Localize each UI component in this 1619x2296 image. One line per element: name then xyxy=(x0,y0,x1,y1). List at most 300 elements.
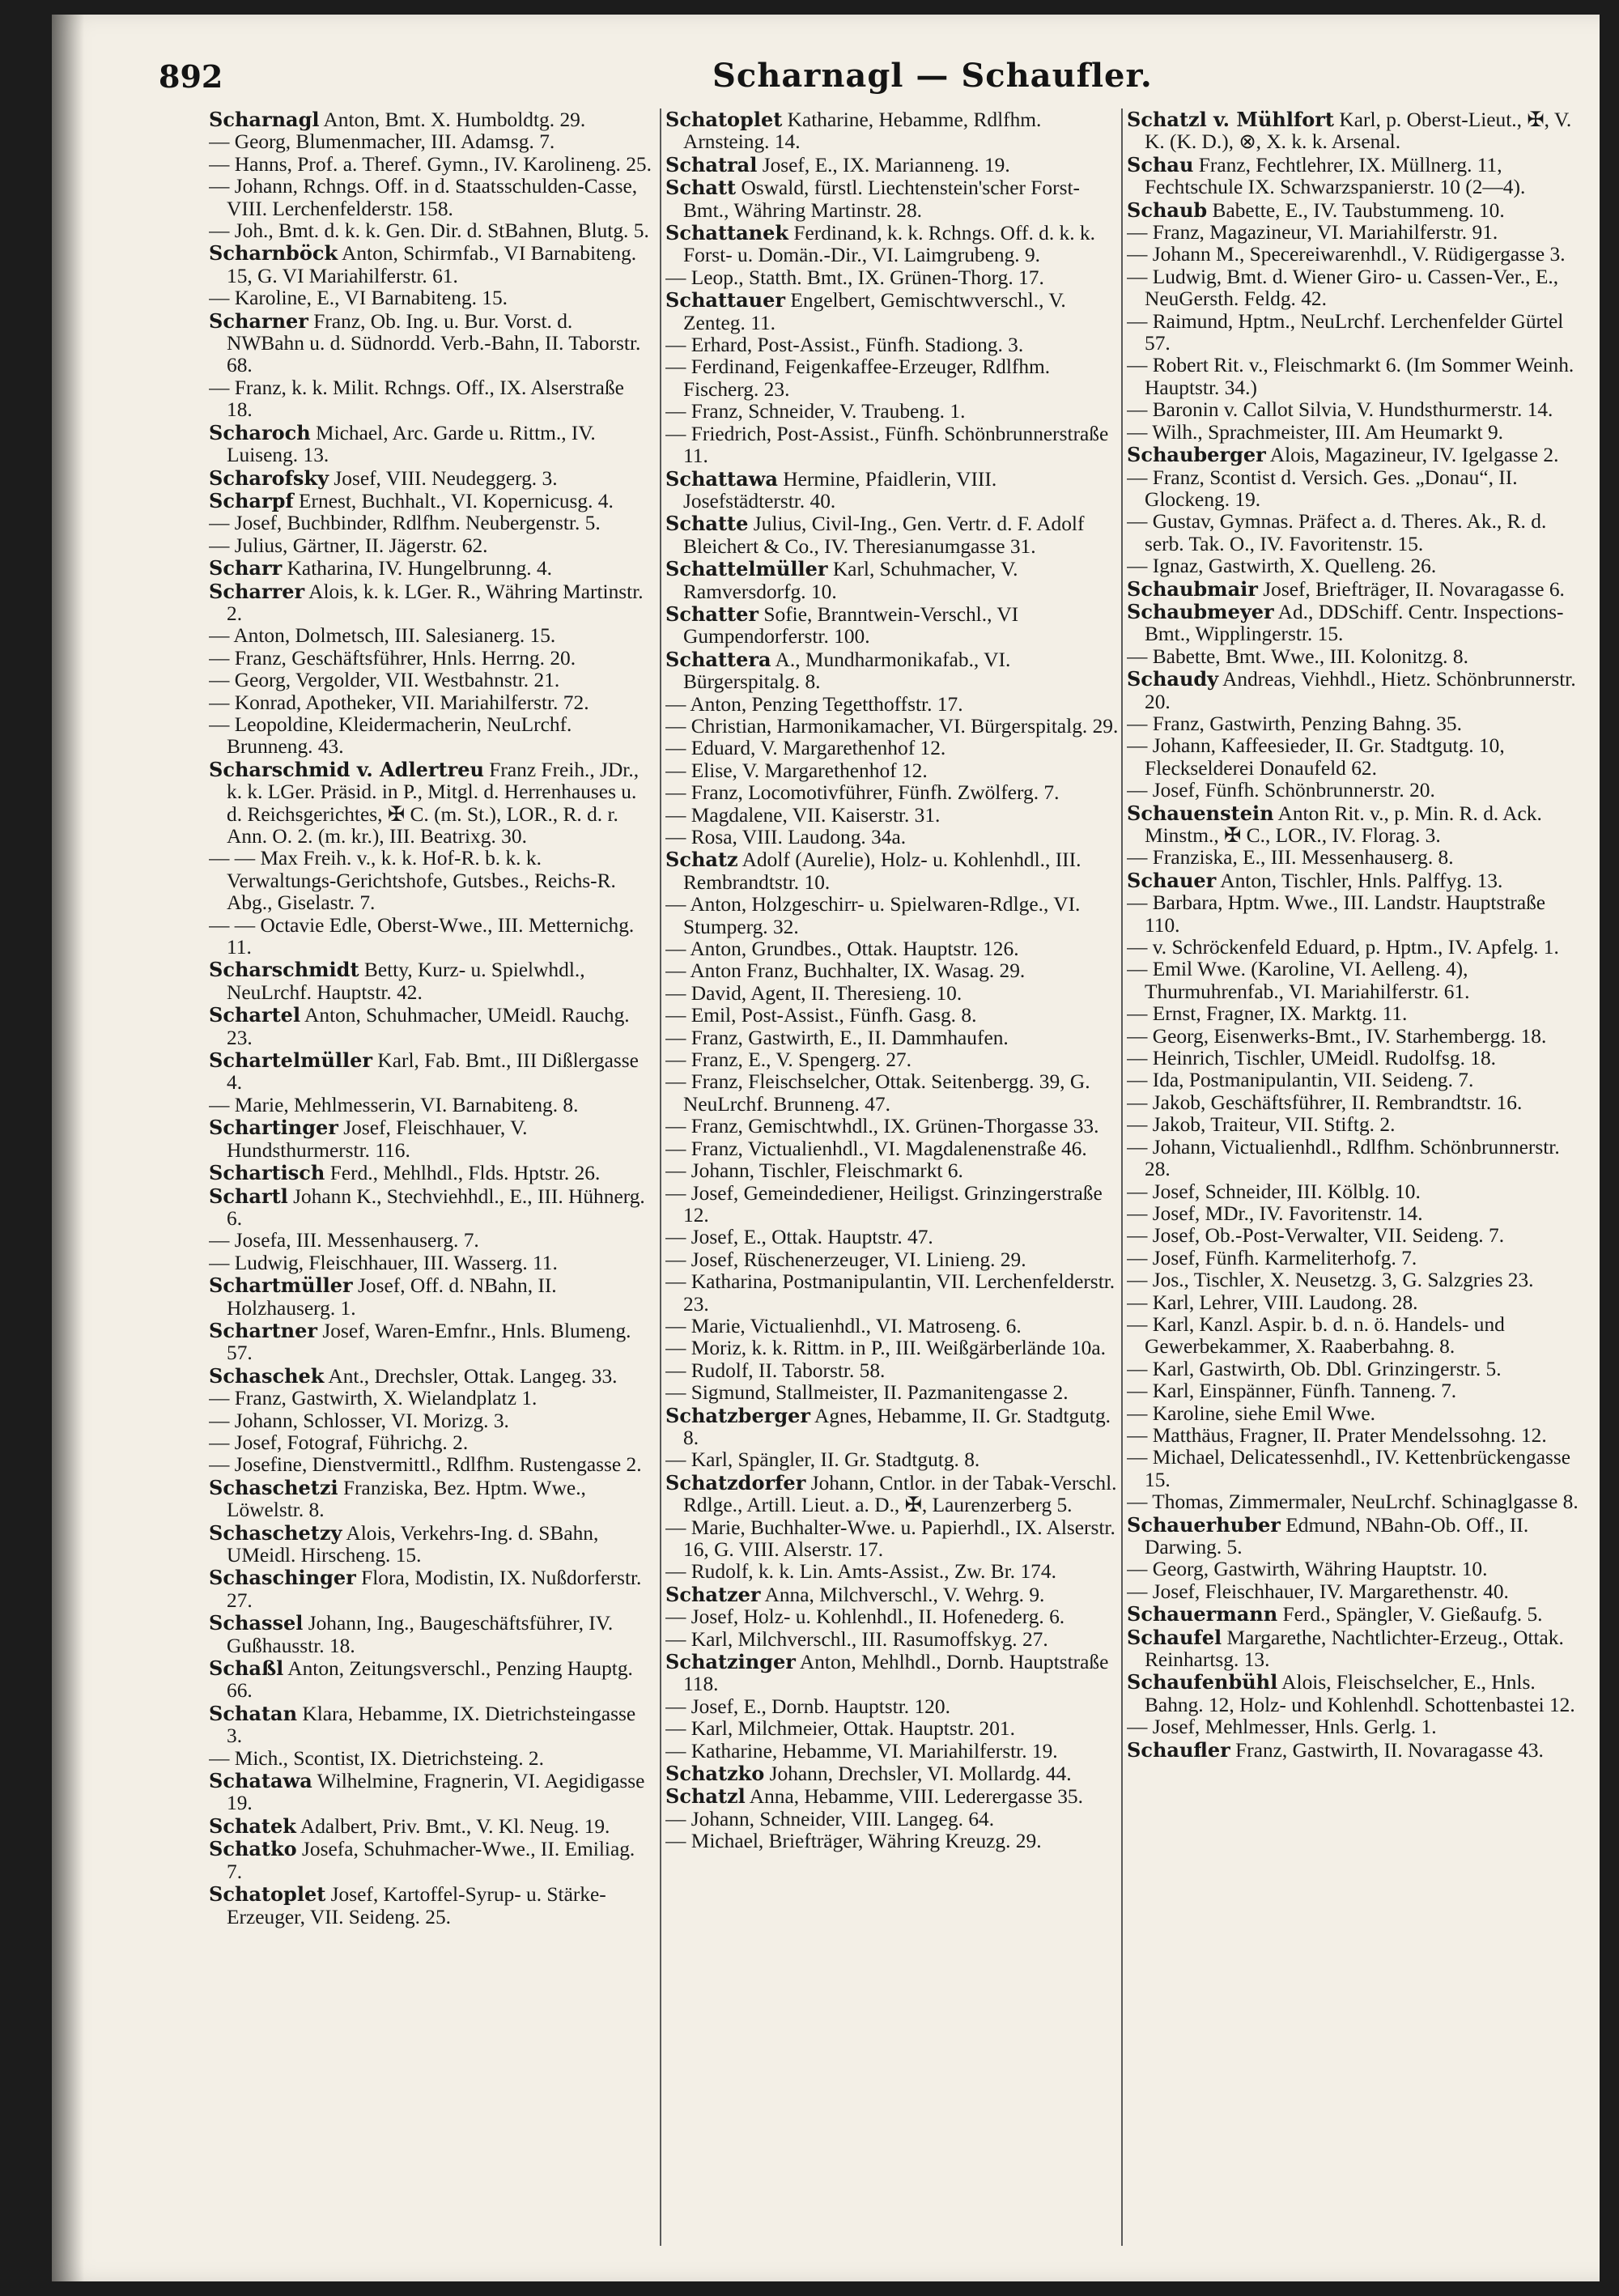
entry-text: — Leop., Statth. Bmt., IX. Grünen-Thorg. 17. xyxy=(665,266,1044,289)
directory-entry xyxy=(665,558,1119,603)
directory-entry xyxy=(1127,1491,1585,1513)
directory-entry xyxy=(665,468,1119,513)
entry-surname: Schattera xyxy=(665,647,771,671)
entry-text: Johann, Cntlor. in der Tabak-Verschl. Rdlge., Artill. Lieut. a. D., ✠, Laurenzerberg 5. xyxy=(683,1471,1117,1517)
entry-surname: Schaschinger xyxy=(209,1566,356,1590)
entry-surname: Schartner xyxy=(209,1318,318,1342)
entry-text: Edmund, NBahn-Ob. Off., II. Darwing. 5. xyxy=(1145,1513,1529,1558)
entry-text: — Michael, Delicatessenhdl., IV. Kettenbrückengasse 15. xyxy=(1127,1446,1571,1491)
directory-entry xyxy=(209,759,654,848)
entry-surname: Schartl xyxy=(209,1184,288,1208)
directory-entry xyxy=(1127,892,1585,937)
directory-entry xyxy=(1127,444,1585,466)
directory-entry xyxy=(665,1405,1119,1450)
entry-surname: Schatzdorfer xyxy=(665,1470,806,1495)
entry-text: — Josef, Fünfh. Karmeliterhofg. 7. xyxy=(1127,1246,1417,1269)
directory-entry xyxy=(665,1517,1119,1562)
entry-text: Karl, Schuhmacher, V. Ramversdorfg. 10. xyxy=(683,558,1018,603)
entry-surname: Schaudy xyxy=(1127,667,1219,691)
entry-text: — Jakob, Traiteur, VII. Stiftg. 2. xyxy=(1127,1113,1396,1137)
entry-text: — Josef, Ob.-Post-Verwalter, VII. Seideng. 7. xyxy=(1127,1224,1505,1248)
entry-text: Adalbert, Priv. Bmt., V. Kl. Neug. 19. xyxy=(295,1814,610,1838)
entry-surname: Schatawa xyxy=(209,1769,312,1793)
entry-text: Ad., DDSchiff. Centr. Inspections-Bmt., Wipplingerstr. 15. xyxy=(1145,600,1564,646)
entry-text: — Johann, Rchngs. Off. in d. Staatsschulden-Casse, VIII. Lerchenfelderstr. 158. xyxy=(209,175,638,220)
entry-text: — Franz, Gastwirth, E., II. Dammhaufen. xyxy=(665,1026,1009,1049)
directory-entry xyxy=(665,1830,1119,1852)
entry-text: Johann, Ing., Baugeschäftsführer, IV. Gußhausstr. 18. xyxy=(227,1612,614,1657)
directory-entry xyxy=(665,805,1119,827)
entry-surname: Schaubmair xyxy=(1127,576,1258,601)
entry-text: Katharina, IV. Hungelbrunng. 4. xyxy=(282,557,553,580)
entry-text: — Barbara, Hptm. Wwe., III. Landstr. Hauptstraße 110. xyxy=(1127,891,1546,937)
entry-surname: Schaufler xyxy=(1127,1737,1230,1762)
entry-text: Johann K., Stechviehhdl., E., III. Hühnerg. 6. xyxy=(227,1184,645,1230)
entry-text: — Karl, Gastwirth, Ob. Dbl. Grinzingerstr. 5. xyxy=(1127,1357,1502,1380)
entry-text: Anton, Schirmfab., VI Barnabiteng. 15, G. VI Mariahilferstr. 61. xyxy=(227,242,637,287)
directory-entry xyxy=(1127,1269,1585,1291)
entry-text: — Friedrich, Post-Assist., Fünfh. Schönbrunnerstraße 11. xyxy=(665,422,1109,468)
directory-entry xyxy=(1127,1248,1585,1269)
entry-surname: Schattauer xyxy=(665,288,786,313)
entry-text: — Babette, Bmt. Wwe., III. Kolonitzg. 8. xyxy=(1127,644,1468,668)
entry-surname: Scharofsky xyxy=(209,466,329,490)
entry-text: Betty, Kurz- u. Spielwhdl., NeuLrchf. Hauptstr. 42. xyxy=(227,959,585,1004)
directory-entry xyxy=(1127,735,1585,780)
entry-surname: Schatral xyxy=(665,152,758,176)
directory-entry xyxy=(665,1005,1119,1027)
entry-text: Flora, Modistin, IX. Nußdorferstr. 27. xyxy=(227,1567,642,1612)
entry-text: — Ludwig, Fleischhauer, III. Wasserg. 11. xyxy=(209,1251,558,1274)
entry-surname: Schatzer xyxy=(665,1582,761,1606)
entry-surname: Schauenstein xyxy=(1127,801,1274,825)
directory-entry xyxy=(209,108,654,131)
directory-entry xyxy=(209,490,654,512)
entry-text: A., Mundharmonikafab., VI. Bürgerspitalg. 8. xyxy=(683,648,1011,694)
entry-text: Julius, Civil-Ing., Gen. Vertr. d. F. Adolf Bleichert & Co., IV. Theresianumgasse 31. xyxy=(683,512,1085,558)
directory-entry xyxy=(209,915,654,959)
entry-surname: Schatoplet xyxy=(209,1882,326,1907)
directory-entry xyxy=(1127,1380,1585,1402)
entry-text: — v. Schröckenfeld Eduard, p. Hptm., IV. Apfelg. 1. xyxy=(1127,936,1559,959)
entry-text: — Josef, Schneider, III. Kölblg. 10. xyxy=(1127,1180,1421,1203)
directory-entry xyxy=(1127,847,1585,869)
directory-entry xyxy=(665,648,1119,694)
directory-entry xyxy=(665,1138,1119,1160)
directory-entry xyxy=(1127,1403,1585,1425)
directory-entry xyxy=(1127,199,1585,222)
entry-text: Ernest, Buchhalt., VI. Kopernicusg. 4. xyxy=(293,489,614,512)
entry-text: — Johann, Victualienhdl., Rdlfhm. Schönbrunnerstr. 28. xyxy=(1127,1135,1560,1181)
directory-entry xyxy=(1127,266,1585,311)
directory-entry xyxy=(1127,1447,1585,1491)
column-rule-1 xyxy=(660,108,661,2246)
directory-entry xyxy=(209,1454,654,1476)
directory-entry xyxy=(209,648,654,670)
entry-surname: Scharner xyxy=(209,308,308,333)
directory-entry xyxy=(209,692,654,714)
entry-surname: Scharr xyxy=(209,556,283,580)
directory-entry xyxy=(1127,1626,1585,1672)
entry-surname: Schatzko xyxy=(665,1762,765,1786)
directory-entry xyxy=(209,1567,654,1612)
directory-entry xyxy=(1127,1558,1585,1580)
directory-entry xyxy=(665,1561,1119,1583)
entry-text: — Johann M., Specereiwarenhdl., V. Rüdigergasse 3. xyxy=(1127,243,1566,266)
column-2 xyxy=(665,108,1119,2246)
directory-entry xyxy=(209,287,654,309)
directory-entry xyxy=(209,1770,654,1815)
directory-entry xyxy=(1127,1114,1585,1136)
directory-entry xyxy=(665,1718,1119,1740)
directory-entry xyxy=(1127,937,1585,959)
entry-text: — Jakob, Geschäftsführer, II. Rembrandtstr. 16. xyxy=(1127,1091,1523,1114)
directory-entry xyxy=(209,1230,654,1252)
directory-entry xyxy=(665,827,1119,848)
directory-entry xyxy=(209,714,654,759)
directory-entry xyxy=(209,1365,654,1388)
directory-entry xyxy=(1127,780,1585,801)
entry-text: — Franziska, E., III. Messenhauserg. 8. xyxy=(1127,846,1454,870)
entry-text: — Julius, Gärtner, II. Jägerstr. 62. xyxy=(209,534,488,557)
directory-entry xyxy=(1127,1026,1585,1048)
directory-entry xyxy=(665,960,1119,982)
directory-entry xyxy=(209,1883,654,1928)
directory-entry xyxy=(1127,601,1585,646)
entry-surname: Schatzinger xyxy=(665,1650,796,1674)
directory-entry xyxy=(209,670,654,691)
directory-entry xyxy=(209,131,654,153)
entry-surname: Schaufel xyxy=(1127,1625,1222,1649)
directory-entry xyxy=(665,222,1119,267)
entry-text: Ferdinand, k. k. Rchngs. Off. d. k. k. Forst- u. Domän.-Dir., VI. Laimgrubeng. 9. xyxy=(683,222,1095,267)
entry-text: — Georg, Vergolder, VII. Westbahnstr. 21. xyxy=(209,669,560,692)
directory-entry xyxy=(665,1249,1119,1271)
entry-text: Anton, Zeitungsverschl., Penzing Hauptg. 66. xyxy=(227,1657,633,1703)
directory-entry xyxy=(665,1651,1119,1696)
entry-surname: Schaubmeyer xyxy=(1127,599,1274,623)
directory-entry xyxy=(665,1584,1119,1606)
directory-entry xyxy=(665,1316,1119,1337)
entry-text: Karl, p. Oberst-Lieut., ✠, V. K. (K. D.), ⊗, X. k. k. Arsenal. xyxy=(1145,108,1572,154)
entry-text: Ant., Drechsler, Ottak. Langeg. 33. xyxy=(324,1364,618,1388)
directory-entry xyxy=(1127,959,1585,1003)
entry-text: Franz, Fechtlehrer, IX. Müllnerg. 11, Fechtschule IX. Schwarzspanierstr. 10 (2—4). xyxy=(1145,153,1526,199)
directory-entry xyxy=(209,242,654,287)
entry-text: Michael, Arc. Garde u. Rittm., IV. Luiseng. 13. xyxy=(227,421,596,467)
directory-entry xyxy=(209,1162,654,1184)
column-rule-2 xyxy=(1121,108,1123,2246)
entry-surname: Schattelmüller xyxy=(665,557,828,581)
entry-text: — — Max Freih. v., k. k. Hof-R. b. k. k. Verwaltungs-Gerichtshofe, Gutsbes., Reichs-R. Abg., Giselastr. 7. xyxy=(209,847,616,915)
entry-text: — Rosa, VIII. Laudong. 34a. xyxy=(665,826,907,848)
directory-entry xyxy=(1127,646,1585,668)
entry-text: Ferd., Spängler, V. Gießaufg. 5. xyxy=(1277,1603,1543,1626)
directory-entry xyxy=(665,267,1119,289)
entry-text: — Josefa, III. Messenhauserg. 7. xyxy=(209,1229,479,1252)
entry-text: — Josef, Holz- u. Kohlenhdl., II. Hofenederg. 6. xyxy=(665,1605,1065,1629)
entry-text: Agnes, Hebamme, II. Gr. Stadtgutg. 8. xyxy=(683,1404,1111,1449)
entry-surname: Schatzl xyxy=(665,1784,746,1809)
entry-text: Josef, Off. d. NBahn, II. Holzhauserg. 1. xyxy=(227,1274,557,1320)
entry-surname: Schauer xyxy=(1127,868,1217,892)
entry-text: — Karl, Milchmeier, Ottak. Hauptstr. 201. xyxy=(665,1717,1015,1741)
directory-entry xyxy=(1127,222,1585,244)
entry-text: — Ernst, Fragner, IX. Marktg. 11. xyxy=(1127,1002,1408,1026)
entry-text: — Johann, Kaffeesieder, II. Gr. Stadtgutg. 10, Fleckselderei Donaufeld 62. xyxy=(1127,734,1505,780)
directory-entry xyxy=(1127,1314,1585,1358)
entry-surname: Schauerhuber xyxy=(1127,1512,1281,1537)
entry-surname: Scharnböck xyxy=(209,241,338,266)
directory-entry xyxy=(1127,511,1585,555)
directory-entry xyxy=(209,1004,654,1049)
entry-text: — Rudolf, k. k. Lin. Amts-Assist., Zw. Br. 174. xyxy=(665,1560,1056,1584)
entry-surname: Schatko xyxy=(209,1837,297,1861)
entry-text: — Matthäus, Fragner, II. Prater Mendelssohng. 12. xyxy=(1127,1423,1547,1447)
entry-text: Josef, Fleischhauer, V. Hundsthurmerstr. 116. xyxy=(227,1116,528,1162)
entry-text: — Josef, E., Ottak. Hauptstr. 47. xyxy=(665,1226,933,1249)
entry-text: — David, Agent, II. Theresieng. 10. xyxy=(665,981,962,1005)
directory-entry xyxy=(209,848,654,914)
directory-entry xyxy=(1127,422,1585,444)
entry-text: Klara, Hebamme, IX. Dietrichsteingasse 3. xyxy=(227,1702,636,1748)
entry-surname: Schatek xyxy=(209,1813,296,1838)
directory-entry xyxy=(665,938,1119,960)
entry-text: — Ignaz, Gastwirth, X. Quelleng. 26. xyxy=(1127,555,1437,578)
directory-entry xyxy=(665,1696,1119,1718)
directory-entry xyxy=(209,154,654,176)
entry-text: — Heinrich, Tischler, UMeidl. Rudolfsg. 18. xyxy=(1127,1047,1497,1070)
entry-text: — Baronin v. Callot Silvia, V. Hundsthurmerstr. 14. xyxy=(1127,398,1553,422)
directory-entry xyxy=(1127,1603,1585,1626)
entry-surname: Schatzberger xyxy=(665,1403,811,1427)
entry-text: Katharine, Hebamme, Rdlfhm. Arnsteing. 14. xyxy=(683,108,1042,154)
entry-text: Babette, E., IV. Taubstummeng. 10. xyxy=(1207,198,1505,222)
directory-entry xyxy=(1127,1003,1585,1025)
entry-text: — Anton, Dolmetsch, III. Salesianerg. 15. xyxy=(209,624,556,648)
entry-text: Anton, Mehlhdl., Dornb. Hauptstraße 118. xyxy=(683,1651,1109,1696)
directory-entry xyxy=(1127,1181,1585,1203)
entry-text: — Franz, Locomotivführer, Fünfh. Zwölferg. 7. xyxy=(665,781,1060,805)
directory-entry xyxy=(209,1432,654,1454)
directory-entry xyxy=(665,983,1119,1005)
directory-entry xyxy=(665,1741,1119,1762)
entry-text: Anton, Bmt. X. Humboldtg. 29. xyxy=(319,108,586,131)
directory-entry xyxy=(209,1116,654,1162)
directory-entry xyxy=(209,1612,654,1657)
entry-text: Franz, Ob. Ing. u. Bur. Vorst. d. NWBahn u. d. Südnordd. Verb.-Bahn, II. Taborstr. 68. xyxy=(227,309,641,377)
entry-text: — Georg, Blumenmacher, III. Adamsg. 7. xyxy=(209,130,555,154)
entry-text: Johann, Drechsler, VI. Mollardg. 44. xyxy=(764,1762,1072,1786)
entry-text: — Josef, MDr., IV. Favoritenstr. 14. xyxy=(1127,1201,1423,1225)
entry-text: — Johann, Tischler, Fleischmarkt 6. xyxy=(665,1159,963,1183)
entry-text: Josef, E., IX. Marianneng. 19. xyxy=(757,153,1010,176)
directory-entry xyxy=(209,1410,654,1432)
directory-entry xyxy=(209,959,654,1004)
directory-entry xyxy=(209,1320,654,1365)
entry-text: — Michael, Briefträger, Währing Kreuzg. 29. xyxy=(665,1830,1042,1853)
directory-entry xyxy=(665,716,1119,738)
entry-text: — Marie, Victualienhdl., VI. Matroseng. 6. xyxy=(665,1314,1022,1337)
entry-text: — Josefine, Dienstvermittl., Rdlfhm. Rustengasse 2. xyxy=(209,1453,642,1477)
entry-surname: Schatt xyxy=(665,176,737,200)
directory-entry xyxy=(665,1472,1119,1517)
directory-entry xyxy=(1127,1425,1585,1447)
directory-entry xyxy=(665,1183,1119,1227)
entry-text: — Karl, Einspänner, Fünfh. Tanneng. 7. xyxy=(1127,1380,1457,1403)
entry-text: — Magdalene, VII. Kaiserstr. 31. xyxy=(665,803,941,827)
entry-surname: Schauberger xyxy=(1127,443,1266,467)
directory-entry xyxy=(665,334,1119,356)
entry-surname: Schau xyxy=(1127,152,1194,176)
entry-text: — — Octavie Edle, Oberst-Wwe., III. Metternichg. 11. xyxy=(209,913,635,959)
entry-text: — Ludwig, Bmt. d. Wiener Giro- u. Cassen-Ver., E., NeuGersth. Feldg. 42. xyxy=(1127,265,1559,311)
directory-entry xyxy=(1127,713,1585,735)
entry-text: — Johann, Schlosser, VI. Morizg. 3. xyxy=(209,1409,509,1432)
entry-text: Andreas, Viehhdl., Hietz. Schönbrunnerstr. 20. xyxy=(1145,668,1576,713)
directory-entry xyxy=(1127,1048,1585,1069)
entry-surname: Schassel xyxy=(209,1611,304,1635)
entry-surname: Schartmüller xyxy=(209,1273,353,1298)
directory-entry xyxy=(209,467,654,490)
entry-text: — Jos., Tischler, X. Neusetzg. 3, G. Salzgries 23. xyxy=(1127,1269,1534,1292)
entry-surname: Schartinger xyxy=(209,1116,338,1140)
directory-entry xyxy=(665,1606,1119,1628)
directory-entry xyxy=(1127,1671,1585,1716)
directory-entry xyxy=(209,1252,654,1274)
directory-entry xyxy=(1127,1292,1585,1314)
directory-entry xyxy=(1127,802,1585,848)
directory-entry xyxy=(1127,1203,1585,1225)
entry-text: — Johann, Schneider, VIII. Langeg. 64. xyxy=(665,1807,995,1830)
directory-entry xyxy=(209,220,654,242)
directory-entry xyxy=(665,1227,1119,1248)
entry-text: Josef, Kartoffel-Syrup- u. Stärke-Erzeuger, VII. Seideng. 25. xyxy=(227,1883,606,1928)
entry-text: Josefa, Schuhmacher-Wwe., II. Emiliag. 7. xyxy=(227,1838,635,1883)
entry-text: — Franz, Gastwirth, X. Wielandplatz 1. xyxy=(209,1387,538,1410)
entry-text: — Franz, Fleischselcher, Ottak. Seitenbergg. 39, G. NeuLrchf. Brunneng. 47. xyxy=(665,1070,1090,1116)
directory-entry xyxy=(1127,311,1585,355)
directory-entry xyxy=(665,176,1119,222)
directory-entry xyxy=(209,1185,654,1231)
entry-text: — Wilh., Sprachmeister, III. Am Heumarkt 9. xyxy=(1127,420,1504,444)
directory-entry xyxy=(665,154,1119,176)
directory-entry xyxy=(665,894,1119,938)
entry-text: — Josef, E., Dornb. Hauptstr. 120. xyxy=(665,1694,950,1718)
directory-entry xyxy=(1127,555,1585,577)
entry-text: — Erhard, Post-Assist., Fünfh. Stadiong. 3. xyxy=(665,334,1024,357)
entry-text: — Katharine, Hebamme, VI. Mariahilferstr. 19. xyxy=(665,1739,1058,1762)
entry-text: Franziska, Bez. Hptm. Wwe., Löwelstr. 8. xyxy=(227,1476,586,1522)
entry-text: — Franz, Geschäftsführer, Hnls. Herrng. 20. xyxy=(209,646,576,670)
entry-text: — Josef, Mehlmesser, Hnls. Gerlg. 1. xyxy=(1127,1716,1437,1739)
entry-text: — Eduard, V. Margarethenhof 12. xyxy=(665,737,946,760)
entry-surname: Scharpf xyxy=(209,488,294,512)
directory-entry xyxy=(665,603,1119,648)
directory-entry xyxy=(209,1838,654,1883)
entry-text: Alois, Fleischselcher, E., Hnls. Bahng. 12, Holz- und Kohlenhdl. Schottenbastei 12. xyxy=(1145,1671,1575,1716)
directory-entry xyxy=(1127,467,1585,512)
entry-text: Josef, VIII. Neudeggerg. 3. xyxy=(329,466,558,490)
directory-entry xyxy=(665,401,1119,423)
entry-text: Alois, k. k. LGer. R., Währing Martinstr. 2. xyxy=(227,580,644,625)
directory-entry xyxy=(1127,1137,1585,1181)
entry-surname: Schartelmüller xyxy=(209,1048,373,1073)
directory-entry xyxy=(209,1522,654,1567)
directory-entry xyxy=(665,1762,1119,1785)
directory-entry xyxy=(209,422,654,467)
entry-text: Karl, Fab. Bmt., III Dißlergasse 4. xyxy=(227,1049,639,1095)
directory-entry xyxy=(209,1095,654,1116)
entry-surname: Schatte xyxy=(665,512,749,536)
entry-text: Anton, Tischler, Hnls. Palffyg. 13. xyxy=(1216,869,1503,892)
directory-entry xyxy=(1127,244,1585,266)
entry-text: Josef, Waren-Emfnr., Hnls. Blumeng. 57. xyxy=(227,1319,631,1365)
entry-surname: Schatzl v. Mühlfort xyxy=(1127,108,1335,131)
directory-entry xyxy=(1127,1069,1585,1091)
entry-text: — Emil Wwe. (Karoline, VI. Aelleng. 4), Thurmuhrenfab., VI. Mariahilferstr. 61. xyxy=(1127,958,1470,1003)
directory-entry xyxy=(209,580,654,626)
entry-text: — Franz, E., V. Spengerg. 27. xyxy=(665,1048,911,1072)
directory-entry xyxy=(1127,870,1585,892)
directory-entry xyxy=(1127,154,1585,199)
entry-text: Sofie, Branntwein-Verschl., VI Gumpendorferstr. 100. xyxy=(683,602,1019,648)
entry-text: Ferd., Mehlhdl., Flds. Hptstr. 26. xyxy=(325,1162,601,1185)
directory-entry xyxy=(665,848,1119,894)
entry-text: — Franz, Victualienhdl., VI. Magdalenenstraße 46. xyxy=(665,1137,1087,1160)
directory-entry xyxy=(665,356,1119,401)
directory-entry xyxy=(1127,108,1585,154)
entry-text: Oswald, fürstl. Liechtenstein'scher Forst-Bmt., Währing Martinstr. 28. xyxy=(683,176,1080,222)
entry-surname: Schatoplet xyxy=(665,108,783,131)
directory-entry xyxy=(665,1049,1119,1071)
directory-entry xyxy=(209,1477,654,1522)
directory-entry xyxy=(665,423,1119,468)
directory-entry xyxy=(665,1785,1119,1808)
entry-text: — Thomas, Zimmermaler, NeuLrchf. Schinaglgasse 8. xyxy=(1127,1490,1579,1514)
entry-text: — Emil, Post-Assist., Fünfh. Gasg. 8. xyxy=(665,1004,977,1027)
entry-text: — Karl, Spängler, II. Gr. Stadtgutg. 8. xyxy=(665,1448,980,1472)
entry-surname: Schatter xyxy=(665,602,759,626)
entry-text: — Raimund, Hptm., NeuLrchf. Lerchenfelder Gürtel 57. xyxy=(1127,309,1564,355)
page-number: 892 xyxy=(159,58,223,95)
entry-text: — Anton, Holzgeschirr- u. Spielwaren-Rdlge., VI. Stumperg. 32. xyxy=(665,893,1081,938)
entry-text: — Ida, Postmanipulantin, VII. Seideng. 7. xyxy=(1127,1069,1474,1092)
entry-text: — Marie, Buchhalter-Wwe. u. Papierhdl., IX. Alserstr. 16, G. VIII. Alserstr. 17. xyxy=(665,1516,1115,1561)
directory-entry xyxy=(1127,1514,1585,1559)
entry-text: — Franz, Gastwirth, Penzing Bahng. 35. xyxy=(1127,712,1462,735)
entry-text: — Moriz, k. k. Rittm. in P., III. Weißgärberlände 10a. xyxy=(665,1337,1106,1360)
entry-surname: Schattawa xyxy=(665,466,778,491)
directory-entry xyxy=(665,108,1119,154)
entry-text: — Gustav, Gymnas. Präfect a. d. Theres. Ak., R. d. serb. Tak. O., IV. Favoritenstr. 15. xyxy=(1127,510,1547,555)
directory-entry xyxy=(665,1027,1119,1049)
directory-entry xyxy=(665,512,1119,558)
directory-entry xyxy=(209,310,654,377)
entry-surname: Scharrer xyxy=(209,579,305,603)
entry-text: — Karl, Kanzl. Aspir. b. d. n. ö. Handels- und Gewerbekammer, X. Raaberbahng. 8. xyxy=(1127,1312,1505,1358)
entry-text: Josef, Briefträger, II. Novaragasse 6. xyxy=(1257,577,1565,601)
entry-text: Franz, Gastwirth, II. Novaragasse 43. xyxy=(1230,1738,1544,1762)
entry-text: Anna, Hebamme, VIII. Lederergasse 35. xyxy=(745,1785,1083,1809)
directory-entry xyxy=(209,1815,654,1838)
directory-entry xyxy=(665,1271,1119,1316)
entry-text: Engelbert, Gemischtwverschl., V. Zenteg. 11. xyxy=(683,289,1066,334)
entry-text: — Karl, Lehrer, VIII. Laudong. 28. xyxy=(1127,1290,1418,1314)
entry-text: — Karoline, siehe Emil Wwe. xyxy=(1127,1401,1375,1425)
entry-text: — Josef, Fotograf, Führichg. 2. xyxy=(209,1431,469,1454)
entry-text: Anton Rit. v., p. Min. R. d. Ack. Minstm., ✠ C., LOR., IV. Florag. 3. xyxy=(1145,801,1542,847)
